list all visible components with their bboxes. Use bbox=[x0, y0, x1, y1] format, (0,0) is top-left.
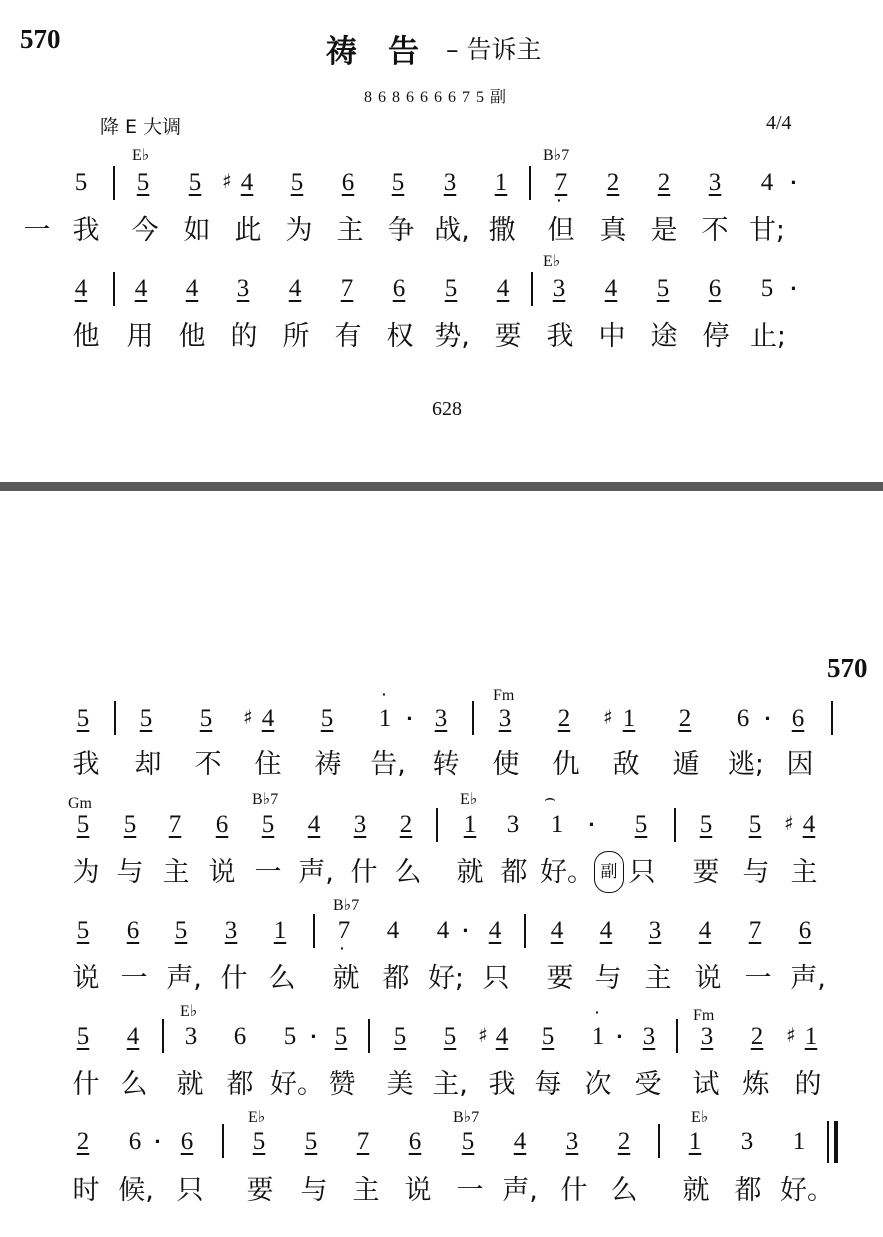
note: 7 bbox=[337, 917, 351, 944]
lyric: 什 bbox=[72, 1069, 100, 1100]
note: 1 bbox=[804, 1023, 818, 1050]
lyric: 说 bbox=[208, 857, 236, 888]
note: 5 bbox=[199, 705, 213, 732]
lyric: 候, bbox=[118, 1175, 154, 1206]
bar-line bbox=[831, 701, 833, 735]
lyric: 真 bbox=[599, 215, 627, 246]
lyric: 为 bbox=[285, 215, 313, 246]
lyric: 争 bbox=[387, 215, 415, 246]
lyric: 都 bbox=[226, 1069, 254, 1100]
lyric: 只 bbox=[176, 1175, 204, 1206]
note: 3 bbox=[498, 705, 512, 732]
lyric: 什 bbox=[560, 1175, 588, 1206]
low-octave-dot: · bbox=[340, 940, 345, 956]
lyric: 要 bbox=[246, 1175, 274, 1206]
lyric: 好。 bbox=[270, 1069, 324, 1100]
lyric: 声, bbox=[166, 963, 202, 994]
note: 4 bbox=[436, 917, 450, 944]
lyric: 要 bbox=[692, 857, 720, 888]
duration-dot: · bbox=[764, 706, 772, 731]
lyric: 如 bbox=[183, 215, 211, 246]
lyric: 与 bbox=[594, 963, 622, 994]
bar-line bbox=[222, 1124, 224, 1158]
lyric: 停 bbox=[702, 321, 730, 352]
lyric: 么 bbox=[268, 963, 296, 994]
note: 5 bbox=[443, 1023, 457, 1050]
meter-line: 8 6 8 6 6 6 6 7 5 副 bbox=[364, 89, 508, 106]
page-divider bbox=[0, 482, 883, 491]
lyric: 么 bbox=[120, 1069, 148, 1100]
sharp-icon: ♯ bbox=[786, 1023, 796, 1047]
note: 4 bbox=[288, 275, 302, 302]
note: 5 bbox=[74, 169, 88, 196]
note: 3 bbox=[740, 1128, 754, 1155]
chord-label: Fm bbox=[693, 1007, 715, 1024]
lyric: 因 bbox=[786, 749, 814, 780]
note: 2 bbox=[617, 1128, 631, 1155]
note: 6 bbox=[128, 1128, 142, 1155]
chord-label: E♭ bbox=[132, 147, 150, 164]
lyric: 战, bbox=[434, 215, 470, 246]
lyric: 为 bbox=[72, 857, 100, 888]
note: 5 bbox=[334, 1023, 348, 1050]
chord-label: E♭ bbox=[691, 1109, 709, 1126]
note: 5 bbox=[283, 1023, 297, 1050]
lyric: 此 bbox=[234, 215, 262, 246]
bar-line bbox=[313, 914, 315, 948]
bar-line bbox=[436, 808, 438, 842]
chord-label: E♭ bbox=[248, 1109, 266, 1126]
lyric: 主 bbox=[336, 215, 364, 246]
note: 2 bbox=[750, 1023, 764, 1050]
lyric: 势, bbox=[434, 321, 470, 352]
note: 6 bbox=[233, 1023, 247, 1050]
note: 4 bbox=[488, 917, 502, 944]
note: 5 bbox=[760, 275, 774, 302]
bar-line bbox=[674, 808, 676, 842]
lyric: 一 bbox=[120, 963, 148, 994]
lyric: 他 bbox=[72, 321, 100, 352]
note: 5 bbox=[393, 1023, 407, 1050]
note: 7 bbox=[340, 275, 354, 302]
lyric: 祷 bbox=[314, 749, 342, 780]
note: 5 bbox=[76, 917, 90, 944]
chord-label: Fm bbox=[493, 687, 515, 704]
bar-line bbox=[113, 272, 115, 306]
note: 5 bbox=[188, 169, 202, 196]
lyric: 途 bbox=[650, 321, 678, 352]
note: 4 bbox=[307, 811, 321, 838]
lyric: 我 bbox=[488, 1069, 516, 1100]
lyric: 我 bbox=[72, 215, 100, 246]
sharp-icon: ♯ bbox=[222, 169, 232, 193]
lyric: 与 bbox=[742, 857, 770, 888]
note: 3 bbox=[236, 275, 250, 302]
note: 5 bbox=[656, 275, 670, 302]
note: 1 bbox=[622, 705, 636, 732]
lyric: 只 bbox=[628, 857, 656, 888]
note: 5 bbox=[461, 1128, 475, 1155]
lyric: 与 bbox=[116, 857, 144, 888]
note: 4 bbox=[604, 275, 618, 302]
note: 4 bbox=[240, 169, 254, 196]
lyric: 一 bbox=[456, 1175, 484, 1206]
sharp-icon: ♯ bbox=[603, 705, 613, 729]
lyric: 今 bbox=[131, 215, 159, 246]
note: 4 bbox=[698, 917, 712, 944]
note: 2 bbox=[657, 169, 671, 196]
note: 2 bbox=[678, 705, 692, 732]
note: 6 bbox=[215, 811, 229, 838]
bar-line bbox=[368, 1019, 370, 1053]
note: 5 bbox=[76, 811, 90, 838]
lyric: 赞 bbox=[328, 1069, 356, 1100]
note: 5 bbox=[320, 705, 334, 732]
note: 2 bbox=[557, 705, 571, 732]
note: 1 bbox=[494, 169, 508, 196]
note: 5 bbox=[76, 705, 90, 732]
note: 3 bbox=[552, 275, 566, 302]
duration-dot: · bbox=[790, 170, 798, 195]
duration-dot: · bbox=[790, 276, 798, 301]
lyric: 中 bbox=[598, 321, 626, 352]
note: 4 bbox=[496, 275, 510, 302]
lyric: 止; bbox=[749, 321, 787, 352]
note: 4 bbox=[802, 811, 816, 838]
lyric: 就 bbox=[682, 1175, 710, 1206]
note: 3 bbox=[700, 1023, 714, 1050]
lyric: 好。 bbox=[540, 857, 594, 888]
lyric: 都 bbox=[382, 963, 410, 994]
note: 4 bbox=[550, 917, 564, 944]
note: 5 bbox=[304, 1128, 318, 1155]
time-signature: 4/4 bbox=[766, 112, 792, 134]
lyric: 声, bbox=[502, 1175, 538, 1206]
duration-dot: · bbox=[616, 1024, 624, 1049]
note: 3 bbox=[506, 811, 520, 838]
lyric: 仇 bbox=[552, 749, 580, 780]
lyric: 我 bbox=[72, 749, 100, 780]
note: 6 bbox=[126, 917, 140, 944]
bar-line bbox=[658, 1124, 660, 1158]
lyric: 一 bbox=[23, 215, 51, 246]
note: 7 bbox=[356, 1128, 370, 1155]
lyric: 声, bbox=[790, 963, 826, 994]
bar-line bbox=[529, 166, 531, 200]
note: 3 bbox=[565, 1128, 579, 1155]
note: 6 bbox=[736, 705, 750, 732]
lyric: 每 bbox=[534, 1069, 562, 1100]
duration-dot: · bbox=[154, 1129, 162, 1154]
chord-label: B♭7 bbox=[453, 1109, 480, 1126]
lyric: 声, bbox=[298, 857, 334, 888]
key-signature: 降 E 大调 bbox=[100, 116, 182, 138]
note: 5 bbox=[634, 811, 648, 838]
lyric: 什 bbox=[220, 963, 248, 994]
note: 4 bbox=[599, 917, 613, 944]
lyric: 受 bbox=[634, 1069, 662, 1100]
lyric: 告, bbox=[370, 749, 406, 780]
note: 3 bbox=[224, 917, 238, 944]
lyric: 我 bbox=[546, 321, 574, 352]
chord-label: E♭ bbox=[180, 1003, 198, 1020]
lyric: 撒 bbox=[488, 215, 516, 246]
refrain-mark: 副 bbox=[594, 851, 624, 893]
chord-label: E♭ bbox=[543, 253, 561, 270]
lyric: 什 bbox=[350, 857, 378, 888]
lyric: 使 bbox=[492, 749, 520, 780]
fermata-icon: ⌢ bbox=[544, 788, 556, 809]
note: 3 bbox=[648, 917, 662, 944]
lyric: 好; bbox=[427, 963, 465, 994]
lyric: 美 bbox=[386, 1069, 414, 1100]
note: 3 bbox=[434, 705, 448, 732]
lyric: 权 bbox=[386, 321, 414, 352]
lyric: 要 bbox=[494, 321, 522, 352]
note: 2 bbox=[606, 169, 620, 196]
note: 5 bbox=[76, 1023, 90, 1050]
lyric: 所 bbox=[282, 321, 310, 352]
lyric: 遁 bbox=[672, 749, 700, 780]
note: 3 bbox=[353, 811, 367, 838]
duration-dot: · bbox=[462, 918, 470, 943]
lyric: 么 bbox=[394, 857, 422, 888]
note: 3 bbox=[184, 1023, 198, 1050]
note: 4 bbox=[513, 1128, 527, 1155]
note: 3 bbox=[642, 1023, 656, 1050]
lyric: 不 bbox=[194, 749, 222, 780]
lyric: 主 bbox=[790, 857, 818, 888]
low-octave-dot: · bbox=[557, 192, 562, 208]
bar-line bbox=[524, 914, 526, 948]
lyric: 主, bbox=[432, 1069, 468, 1100]
duration-dot: · bbox=[310, 1024, 318, 1049]
hymn-number-bottom: 570 bbox=[827, 653, 868, 683]
note: 6 bbox=[180, 1128, 194, 1155]
bar-line bbox=[113, 166, 115, 200]
lyric: 就 bbox=[176, 1069, 204, 1100]
note: 4 bbox=[134, 275, 148, 302]
sharp-icon: ♯ bbox=[243, 705, 253, 729]
note: 5 bbox=[541, 1023, 555, 1050]
lyric: 他 bbox=[178, 321, 206, 352]
lyric: 主 bbox=[644, 963, 672, 994]
note: 1 bbox=[463, 811, 477, 838]
note: 3 bbox=[443, 169, 457, 196]
lyric: 的 bbox=[230, 321, 258, 352]
lyric: 只 bbox=[482, 963, 510, 994]
bar-line bbox=[114, 701, 116, 735]
lyric: 有 bbox=[334, 321, 362, 352]
lyric: 说 bbox=[72, 963, 100, 994]
lyric: 的 bbox=[794, 1069, 822, 1100]
chord-label: Gm bbox=[68, 795, 92, 812]
chord-label: B♭7 bbox=[543, 147, 570, 164]
lyric: 么 bbox=[610, 1175, 638, 1206]
bar-line bbox=[531, 272, 533, 306]
chord-label: E♭ bbox=[460, 791, 478, 808]
lyric: 但 bbox=[547, 215, 575, 246]
note: 6 bbox=[791, 705, 805, 732]
note: 5 bbox=[174, 917, 188, 944]
hymn-subtitle: – 告诉主 bbox=[446, 35, 542, 64]
note: 4 bbox=[495, 1023, 509, 1050]
note: 1 bbox=[273, 917, 287, 944]
duration-dot: · bbox=[588, 812, 596, 837]
note: 7 bbox=[168, 811, 182, 838]
high-octave-dot: · bbox=[382, 686, 387, 702]
note: 4 bbox=[126, 1023, 140, 1050]
lyric: 是 bbox=[650, 215, 678, 246]
lyric: 说 bbox=[404, 1175, 432, 1206]
note: 1 bbox=[378, 705, 392, 732]
note: 7 bbox=[748, 917, 762, 944]
note: 5 bbox=[252, 1128, 266, 1155]
lyric: 次 bbox=[584, 1069, 612, 1100]
lyric: 都 bbox=[734, 1175, 762, 1206]
high-octave-dot: · bbox=[595, 1004, 600, 1020]
note: 7 bbox=[554, 169, 568, 196]
bar-line bbox=[827, 1121, 829, 1163]
lyric: 用 bbox=[126, 321, 154, 352]
bar-line bbox=[162, 1019, 164, 1053]
lyric: 好。 bbox=[780, 1175, 834, 1206]
lyric: 甘; bbox=[748, 215, 786, 246]
lyric: 敌 bbox=[612, 749, 640, 780]
lyric: 却 bbox=[134, 749, 162, 780]
note: 1 bbox=[591, 1023, 605, 1050]
note: 1 bbox=[550, 811, 564, 838]
lyric: 试 bbox=[692, 1069, 720, 1100]
lyric: 都 bbox=[500, 857, 528, 888]
note: 5 bbox=[748, 811, 762, 838]
lyric: 炼 bbox=[742, 1069, 770, 1100]
note: 1 bbox=[688, 1128, 702, 1155]
lyric: 住 bbox=[254, 749, 282, 780]
hymn-number-top: 570 bbox=[20, 24, 61, 54]
bar-line bbox=[676, 1019, 678, 1053]
note: 2 bbox=[76, 1128, 90, 1155]
lyric: 说 bbox=[694, 963, 722, 994]
note: 5 bbox=[444, 275, 458, 302]
note: 6 bbox=[408, 1128, 422, 1155]
lyric: 一 bbox=[254, 857, 282, 888]
lyric: 与 bbox=[300, 1175, 328, 1206]
note: 5 bbox=[699, 811, 713, 838]
final-bar-line bbox=[834, 1121, 838, 1163]
note: 5 bbox=[136, 169, 150, 196]
note: 2 bbox=[399, 811, 413, 838]
lyric: 逃; bbox=[727, 749, 765, 780]
sharp-icon: ♯ bbox=[784, 811, 794, 835]
lyric: 转 bbox=[432, 749, 460, 780]
note: 1 bbox=[792, 1128, 806, 1155]
chord-label: B♭7 bbox=[333, 897, 360, 914]
note: 5 bbox=[290, 169, 304, 196]
lyric: 主 bbox=[162, 857, 190, 888]
hymn-title: 祷 告 bbox=[326, 34, 419, 70]
chord-label: B♭7 bbox=[252, 791, 279, 808]
note: 6 bbox=[341, 169, 355, 196]
lyric: 就 bbox=[456, 857, 484, 888]
note: 4 bbox=[760, 169, 774, 196]
duration-dot: · bbox=[406, 706, 414, 731]
note: 3 bbox=[708, 169, 722, 196]
lyric: 一 bbox=[744, 963, 772, 994]
note: 6 bbox=[798, 917, 812, 944]
note: 5 bbox=[139, 705, 153, 732]
note: 4 bbox=[74, 275, 88, 302]
lyric: 要 bbox=[546, 963, 574, 994]
sharp-icon: ♯ bbox=[478, 1023, 488, 1047]
note: 6 bbox=[708, 275, 722, 302]
lyric: 时 bbox=[72, 1175, 100, 1206]
note: 5 bbox=[261, 811, 275, 838]
note: 4 bbox=[185, 275, 199, 302]
page-number: 628 bbox=[432, 398, 462, 420]
note: 5 bbox=[391, 169, 405, 196]
note: 6 bbox=[392, 275, 406, 302]
lyric: 不 bbox=[701, 215, 729, 246]
bar-line bbox=[472, 701, 474, 735]
note: 4 bbox=[386, 917, 400, 944]
note: 5 bbox=[123, 811, 137, 838]
lyric: 主 bbox=[352, 1175, 380, 1206]
note: 4 bbox=[261, 705, 275, 732]
lyric: 就 bbox=[332, 963, 360, 994]
